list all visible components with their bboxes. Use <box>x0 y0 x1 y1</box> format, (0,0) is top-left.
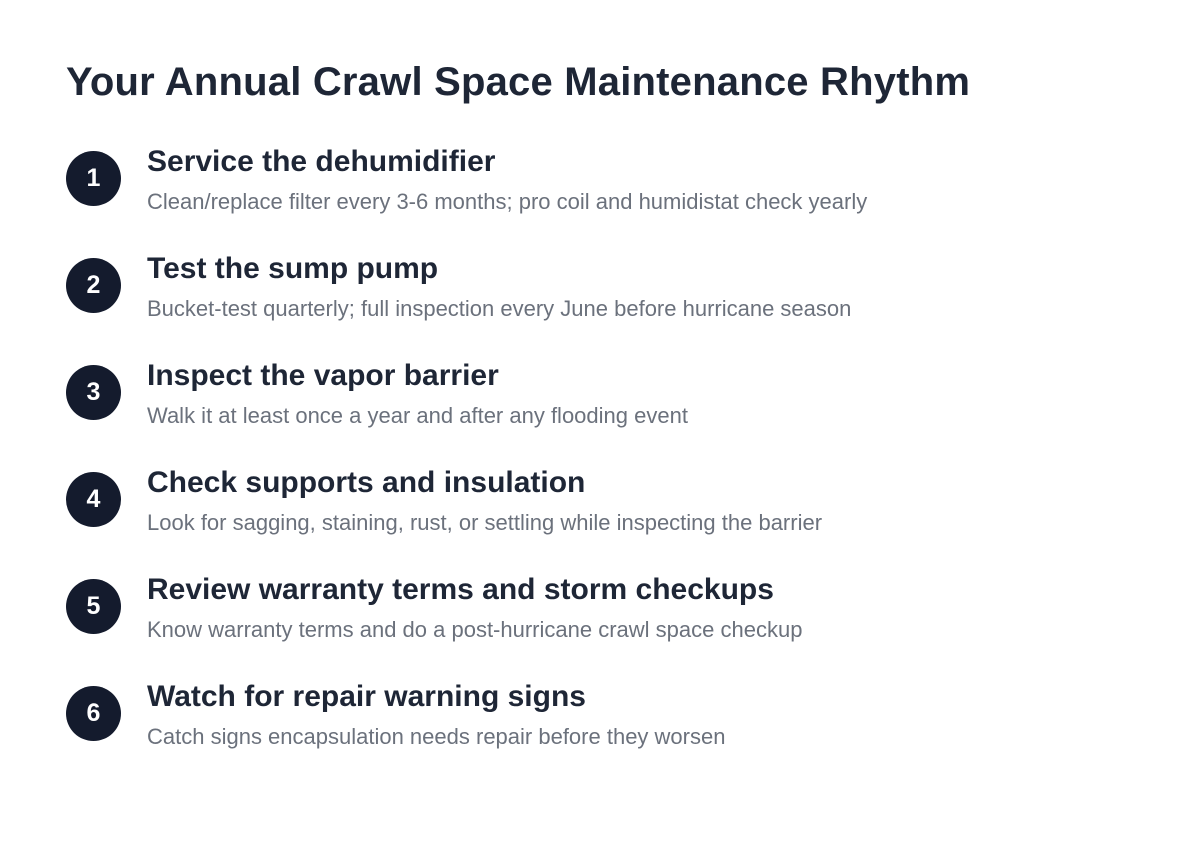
step-number-badge: 5 <box>66 579 121 634</box>
step-text <box>147 465 822 537</box>
step-item-1 <box>66 144 1200 251</box>
step-item-3 <box>66 358 1200 465</box>
step-item-4 <box>66 465 1200 572</box>
step-description: Look for sagging, staining, rust, or settling while inspecting the barrier <box>147 510 823 535</box>
step-text <box>147 358 688 430</box>
step-description: Catch signs encapsulation needs repair before they worsen <box>147 724 726 749</box>
step-number-badge: 2 <box>66 258 121 313</box>
steps-list <box>66 144 1200 786</box>
step-text <box>147 572 802 644</box>
step-number-badge: 4 <box>66 472 121 527</box>
step-title: Review warranty terms and storm checkups <box>147 573 774 606</box>
step-description: Walk it at least once a year and after any flooding event <box>147 403 688 428</box>
step-item-2 <box>66 251 1200 358</box>
step-text <box>147 251 851 323</box>
step-text <box>147 679 725 751</box>
step-description: Clean/replace filter every 3-6 months; pro coil and humidistat check yearly <box>147 189 868 214</box>
step-text <box>147 144 867 216</box>
step-number-badge: 1 <box>66 151 121 206</box>
step-title: Watch for repair warning signs <box>147 680 586 713</box>
step-number-badge: 6 <box>66 686 121 741</box>
step-item-6 <box>66 679 1200 786</box>
step-description: Know warranty terms and do a post-hurricane crawl space checkup <box>147 617 803 642</box>
step-item-5 <box>66 572 1200 679</box>
step-title: Inspect the vapor barrier <box>147 359 499 392</box>
step-number-badge: 3 <box>66 365 121 420</box>
step-title: Test the sump pump <box>147 252 439 285</box>
step-description: Bucket-test quarterly; full inspection every June before hurricane season <box>147 296 852 321</box>
step-title: Check supports and insulation <box>147 466 586 499</box>
step-title: Service the dehumidifier <box>147 145 496 178</box>
page-title: Your Annual Crawl Space Maintenance Rhythm <box>66 60 971 104</box>
